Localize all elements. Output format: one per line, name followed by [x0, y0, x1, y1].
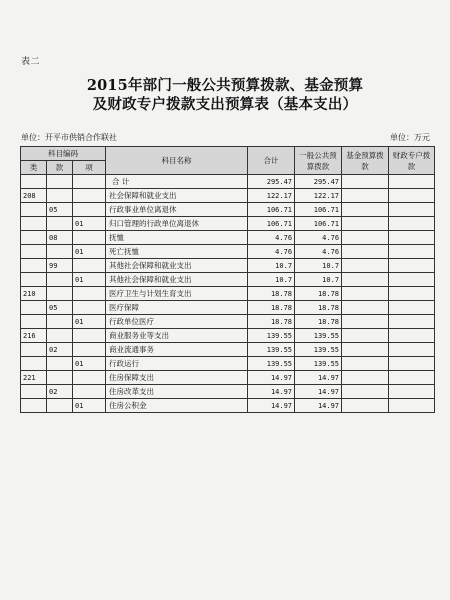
cell-fund-budget — [342, 273, 389, 287]
cell-xiang: 01 — [73, 357, 106, 371]
cell-special-account — [389, 231, 435, 245]
cell-general-budget: 4.76 — [295, 245, 342, 259]
cell-subject-name: 其他社会保障和就业支出 — [106, 259, 248, 273]
cell-special-account — [389, 315, 435, 329]
cell-special-account — [389, 399, 435, 413]
cell-xiang — [73, 259, 106, 273]
cell-lei — [21, 203, 47, 217]
cell-special-account — [389, 203, 435, 217]
cell-total: 106.71 — [248, 203, 295, 217]
cell-total: 4.76 — [248, 231, 295, 245]
cell-total: 10.7 — [248, 273, 295, 287]
cell-subject-name: 行政事业单位离退休 — [106, 203, 248, 217]
cell-kuan: 02 — [47, 385, 73, 399]
cell-fund-budget — [342, 203, 389, 217]
cell-total: 14.97 — [248, 371, 295, 385]
cell-xiang: 01 — [73, 217, 106, 231]
cell-xiang — [73, 301, 106, 315]
cell-general-budget: 4.76 — [295, 231, 342, 245]
header-code-group: 科目编码 — [21, 147, 106, 161]
cell-fund-budget — [342, 301, 389, 315]
cell-lei — [21, 259, 47, 273]
cell-subject-name: 其他社会保障和就业支出 — [106, 273, 248, 287]
cell-general-budget: 10.7 — [295, 259, 342, 273]
cell-general-budget: 14.97 — [295, 399, 342, 413]
cell-xiang — [73, 329, 106, 343]
header-kuan: 款 — [47, 161, 73, 175]
cell-subject-name: 商业流通事务 — [106, 343, 248, 357]
table-row — [21, 371, 435, 385]
header-lei: 类 — [21, 161, 47, 175]
cell-fund-budget — [342, 231, 389, 245]
cell-fund-budget — [342, 189, 389, 203]
cell-subject-name: 归口管理的行政单位离退休 — [106, 217, 248, 231]
cell-lei: 210 — [21, 287, 47, 301]
cell-general-budget: 295.47 — [295, 175, 342, 189]
cell-special-account — [389, 189, 435, 203]
cell-subject-name: 商业服务业等支出 — [106, 329, 248, 343]
cell-lei: 216 — [21, 329, 47, 343]
cell-general-budget: 139.55 — [295, 357, 342, 371]
cell-fund-budget — [342, 259, 389, 273]
cell-total: 10.7 — [248, 259, 295, 273]
header-special-account: 财政专户拨款 — [389, 147, 435, 175]
table-row — [21, 315, 435, 329]
table-row — [21, 343, 435, 357]
cell-fund-budget — [342, 399, 389, 413]
cell-special-account — [389, 371, 435, 385]
cell-subject-name: 住房公积金 — [106, 399, 248, 413]
cell-general-budget: 139.55 — [295, 343, 342, 357]
cell-xiang — [73, 203, 106, 217]
cell-lei — [21, 245, 47, 259]
cell-lei: 208 — [21, 189, 47, 203]
cell-kuan: 02 — [47, 343, 73, 357]
cell-subject-name: 社会保障和就业支出 — [106, 189, 248, 203]
cell-general-budget: 122.17 — [295, 189, 342, 203]
cell-kuan — [47, 371, 73, 385]
cell-total: 18.78 — [248, 287, 295, 301]
cell-general-budget: 10.7 — [295, 273, 342, 287]
cell-fund-budget — [342, 343, 389, 357]
cell-special-account — [389, 329, 435, 343]
cell-kuan — [47, 315, 73, 329]
cell-total: 18.78 — [248, 301, 295, 315]
table-row — [21, 189, 435, 203]
cell-subject-name: 医疗卫生与计划生育支出 — [106, 287, 248, 301]
cell-fund-budget — [342, 385, 389, 399]
cell-special-account — [389, 385, 435, 399]
header-subject-name: 科目名称 — [106, 147, 248, 175]
cell-lei — [21, 343, 47, 357]
table-body — [21, 175, 435, 413]
cell-xiang: 01 — [73, 399, 106, 413]
cell-general-budget: 106.71 — [295, 217, 342, 231]
cell-general-budget: 18.78 — [295, 301, 342, 315]
table-row — [21, 357, 435, 371]
cell-subject-name: 合 计 — [106, 175, 248, 189]
header-total: 合计 — [248, 147, 295, 175]
cell-kuan: 05 — [47, 301, 73, 315]
cell-subject-name: 抚恤 — [106, 231, 248, 245]
cell-kuan — [47, 217, 73, 231]
cell-total: 122.17 — [248, 189, 295, 203]
cell-kuan — [47, 273, 73, 287]
cell-total: 14.97 — [248, 399, 295, 413]
cell-subject-name: 行政运行 — [106, 357, 248, 371]
cell-fund-budget — [342, 357, 389, 371]
unit-currency: 单位：万元 — [390, 133, 430, 142]
form-label: 表二 — [21, 57, 41, 67]
table-row — [21, 203, 435, 217]
table-row — [21, 231, 435, 245]
cell-lei — [21, 273, 47, 287]
cell-fund-budget — [342, 329, 389, 343]
table-row — [21, 259, 435, 273]
cell-special-account — [389, 217, 435, 231]
cell-subject-name: 住房改革支出 — [106, 385, 248, 399]
cell-fund-budget — [342, 175, 389, 189]
cell-kuan — [47, 189, 73, 203]
cell-total: 14.97 — [248, 385, 295, 399]
cell-special-account — [389, 175, 435, 189]
cell-total: 139.55 — [248, 357, 295, 371]
cell-xiang: 01 — [73, 273, 106, 287]
table-row-total — [21, 175, 435, 189]
cell-kuan — [47, 399, 73, 413]
cell-total: 4.76 — [248, 245, 295, 259]
cell-xiang — [73, 175, 106, 189]
cell-fund-budget — [342, 315, 389, 329]
cell-special-account — [389, 245, 435, 259]
cell-kuan — [47, 357, 73, 371]
cell-xiang — [73, 385, 106, 399]
cell-lei: 221 — [21, 371, 47, 385]
cell-kuan — [47, 245, 73, 259]
cell-xiang — [73, 371, 106, 385]
cell-total: 106.71 — [248, 217, 295, 231]
cell-kuan — [47, 287, 73, 301]
cell-total: 139.55 — [248, 329, 295, 343]
cell-general-budget: 139.55 — [295, 329, 342, 343]
cell-xiang — [73, 287, 106, 301]
header-fund-budget: 基金预算拨款 — [342, 147, 389, 175]
cell-lei — [21, 175, 47, 189]
table-row — [21, 245, 435, 259]
cell-fund-budget — [342, 371, 389, 385]
cell-xiang — [73, 231, 106, 245]
header-xiang: 项 — [73, 161, 106, 175]
cell-general-budget: 18.78 — [295, 315, 342, 329]
cell-general-budget: 18.78 — [295, 287, 342, 301]
cell-special-account — [389, 301, 435, 315]
cell-kuan — [47, 329, 73, 343]
cell-kuan — [47, 175, 73, 189]
table-row — [21, 273, 435, 287]
cell-lei — [21, 231, 47, 245]
table-row — [21, 301, 435, 315]
cell-lei — [21, 399, 47, 413]
cell-special-account — [389, 357, 435, 371]
cell-total: 139.55 — [248, 343, 295, 357]
cell-subject-name: 行政单位医疗 — [106, 315, 248, 329]
table-header — [21, 147, 435, 175]
cell-subject-name: 死亡抚恤 — [106, 245, 248, 259]
cell-total: 18.78 — [248, 315, 295, 329]
cell-special-account — [389, 259, 435, 273]
document-title-line2: 及财政专户拨款支出预算表（基本支出） — [92, 96, 358, 113]
cell-kuan: 99 — [47, 259, 73, 273]
table-row — [21, 399, 435, 413]
cell-lei — [21, 315, 47, 329]
cell-lei — [21, 301, 47, 315]
cell-xiang: 01 — [73, 315, 106, 329]
cell-fund-budget — [342, 287, 389, 301]
table-row — [21, 329, 435, 343]
cell-special-account — [389, 273, 435, 287]
cell-general-budget: 14.97 — [295, 371, 342, 385]
cell-general-budget: 106.71 — [295, 203, 342, 217]
cell-special-account — [389, 287, 435, 301]
document-title-line1: 2015年部门一般公共预算拨款、基金预算 — [86, 77, 364, 94]
cell-lei — [21, 357, 47, 371]
cell-kuan: 05 — [47, 203, 73, 217]
cell-fund-budget — [342, 217, 389, 231]
unit-organization: 单位：开平市供销合作联社 — [21, 133, 117, 142]
table-row — [21, 385, 435, 399]
cell-special-account — [389, 343, 435, 357]
cell-xiang: 01 — [73, 245, 106, 259]
table-row — [21, 217, 435, 231]
cell-fund-budget — [342, 245, 389, 259]
cell-xiang — [73, 343, 106, 357]
cell-lei — [21, 217, 47, 231]
cell-subject-name: 医疗保障 — [106, 301, 248, 315]
cell-lei — [21, 385, 47, 399]
header-general-budget: 一般公共预算拨款 — [295, 147, 342, 175]
budget-table — [20, 146, 435, 413]
cell-general-budget: 14.97 — [295, 385, 342, 399]
table-row — [21, 287, 435, 301]
cell-total: 295.47 — [248, 175, 295, 189]
cell-kuan: 08 — [47, 231, 73, 245]
cell-xiang — [73, 189, 106, 203]
cell-subject-name: 住房保障支出 — [106, 371, 248, 385]
